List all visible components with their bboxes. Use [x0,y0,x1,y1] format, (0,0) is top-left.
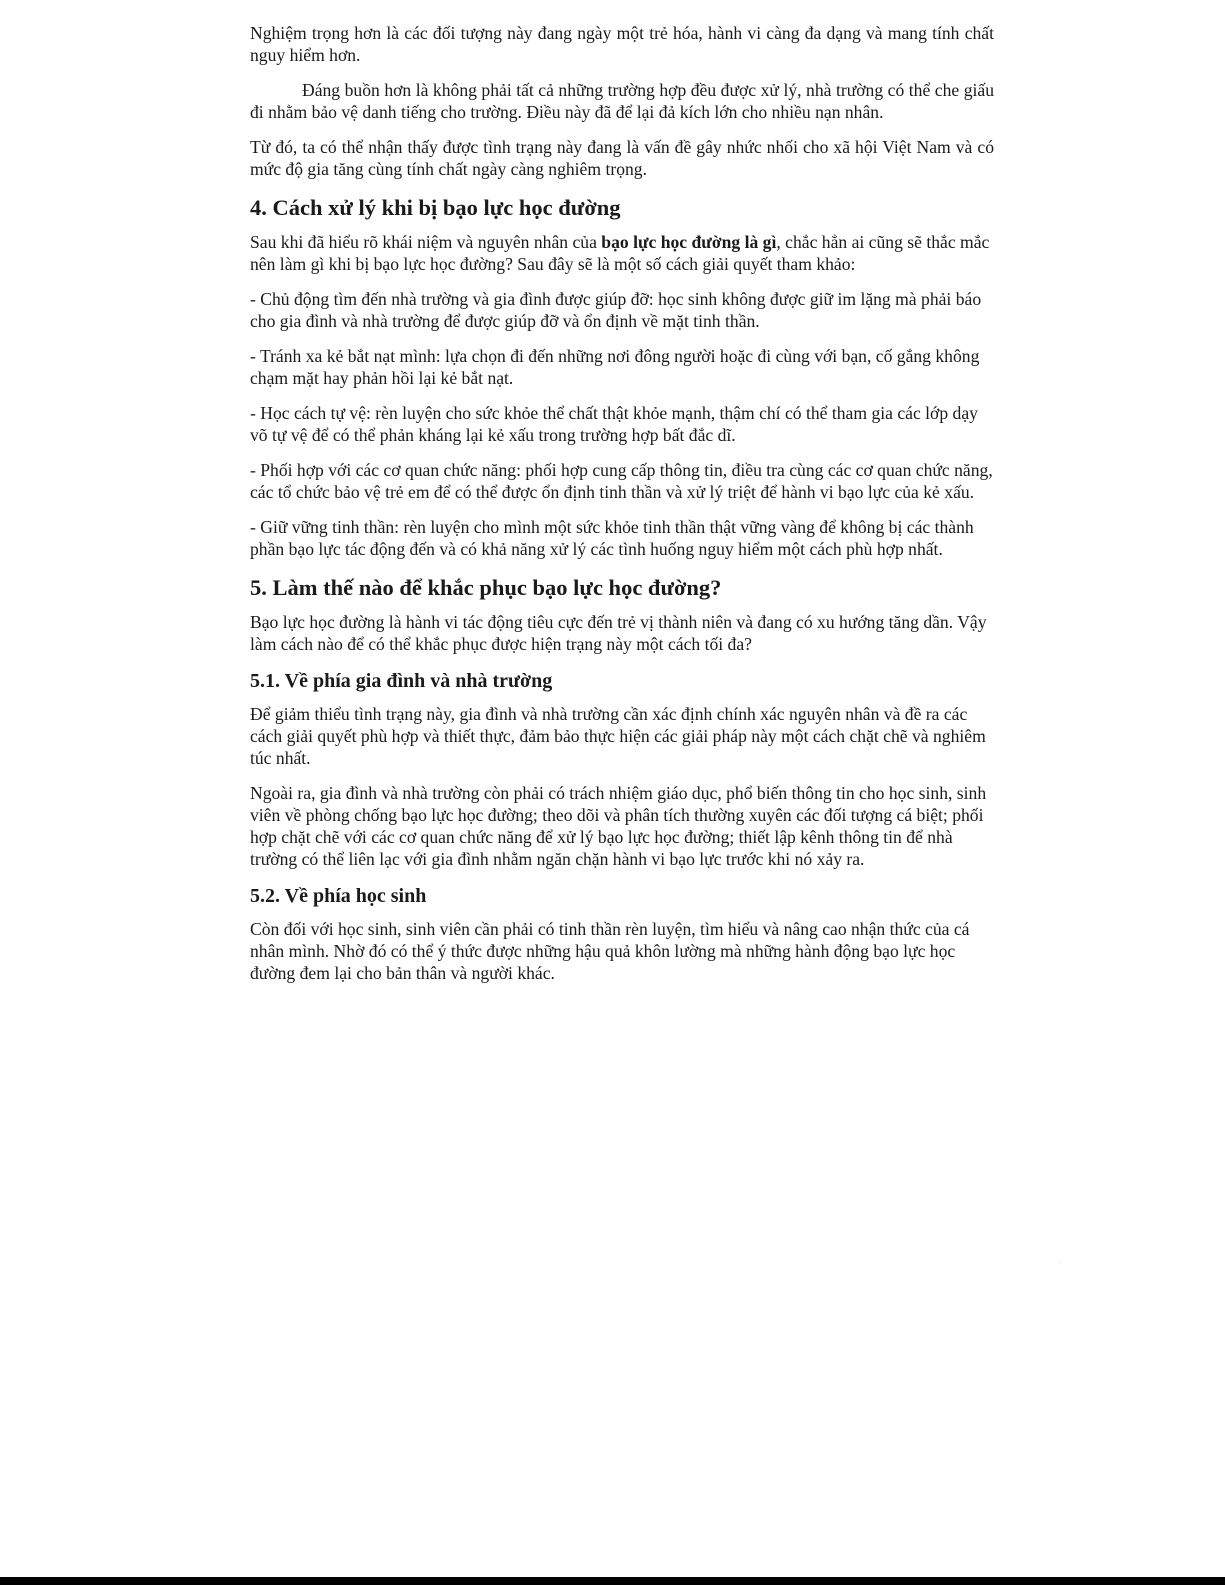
scan-bottom-border [0,1577,1225,1585]
list-item-cooperate-authorities: - Phối hợp với các cơ quan chức năng: phối hợp cung cấp thông tin, điều tra cùng các cơ quan chức năng, các tổ chức bảo vệ trẻ em để có thể được ổn định tinh thần và xử lý triệt để hành vi bạo lực của kẻ xấu. [250,460,993,502]
section-5-heading: 5. Làm thế nào để khắc phục bạo lực học đường? [250,575,722,600]
section-4-intro-start: Sau khi đã hiểu rõ khái niệm và nguyên nhân của [250,232,602,252]
list-item-stay-strong: - Giữ vững tinh thần: rèn luyện cho mình một sức khỏe tinh thần thật vững vàng để không bị các thành phần bạo lực tác động đến và có khả năng xử lý các tình huống nguy hiểm một cách phù hợp nhất. [250,517,974,559]
section-4-heading: 4. Cách xử lý khi bị bạo lực học đường [250,195,621,220]
section-5-intro: Bạo lực học đường là hành vi tác động tiêu cực đến trẻ vị thành niên và đang có xu hướng tăng dần. Vậy làm cách nào để có thể khắc phục được hiện trạng này một cách tối đa? [250,612,987,654]
paragraph-concealment: Đáng buồn hơn là không phải tất cả những trường hợp đều được xử lý, nhà trường có thể che giấu đi nhằm bảo vệ danh tiếng cho trường. Điều này đã để lại đả kích lớn cho nhiều nạn nhân. [250,80,994,122]
list-item-seek-help: - Chủ động tìm đến nhà trường và gia đình được giúp đỡ: học sinh không được giữ im lặng mà phải báo cho gia đình và nhà trường để được giúp đỡ và ổn định về mặt tinh thần. [250,289,982,331]
list-item-avoid-bully: - Tránh xa kẻ bắt nạt mình: lựa chọn đi đến những nơi đông người hoặc đi cùng với bạn, cố gắng không chạm mặt hay phản hồi lại kẻ bắt nạt. [250,346,980,388]
section-5-2-heading: 5.2. Về phía học sinh [250,885,427,907]
section-5-2-paragraph: Còn đối với học sinh, sinh viên cần phải có tinh thần rèn luyện, tìm hiểu và nâng cao nhận thức của cá nhân mình. Nhờ đó có thể ý thức được những hậu quả khôn lường mà những hành động bạo lực học đường đem lại cho bản thân và người khác. [250,919,970,983]
document-page [250,22,994,984]
section-5-1-heading: 5.1. Về phía gia đình và nhà trường [250,670,553,692]
paragraph-conclusion: Từ đó, ta có thể nhận thấy được tình trạng này đang là vấn đề gây nhức nhối cho xã hội Việt Nam và có mức độ gia tăng cùng tính chất ngày càng nghiêm trọng. [250,137,994,179]
section-5-1-paragraph-1: Để giảm thiểu tình trạng này, gia đình và nhà trường cần xác định chính xác nguyên nhân và đề ra các cách giải quyết phù hợp và thiết thực, đảm bảo thực hiện các giải pháp này một cách chặt chẽ và nghiêm túc nhất. [250,704,986,768]
section-4-intro [250,231,994,275]
section-4-intro-keyword: bạo lực học đường là gì [601,232,777,252]
paragraph-severity: Nghiệm trọng hơn là các đối tượng này đang ngày một trẻ hóa, hành vi càng đa dạng và mang tính chất nguy hiểm hơn. [250,23,994,65]
section-5-1-paragraph-2: Ngoài ra, gia đình và nhà trường còn phải có trách nhiệm giáo dục, phổ biến thông tin cho học sinh, sinh viên về phòng chống bạo lực học đường; theo dõi và phân tích thường xuyên các đối tượng cá biệt; phối hợp chặt chẽ với các cơ quan chức năng để xử lý bạo lực học đường; thiết lập kênh thông tin để nhà trường có thể liên lạc với gia đình nhằm ngăn chặn hành vi bạo lực trước khi nó xảy ra. [250,783,987,869]
list-item-self-defense: - Học cách tự vệ: rèn luyện cho sức khỏe thể chất thật khỏe mạnh, thậm chí có thể tham gia các lớp dạy võ tự vệ để có thể phản kháng lại kẻ xấu trong trường hợp bất đắc dĩ. [250,403,978,445]
scan-speck [1060,1262,1061,1263]
section-4-intro-end: , chắc hẳn ai cũng sẽ thắc mắc nên làm gì khi bị bạo lực học đường? Sau đây sẽ là một số cách giải quyết tham khảo: [250,232,990,274]
